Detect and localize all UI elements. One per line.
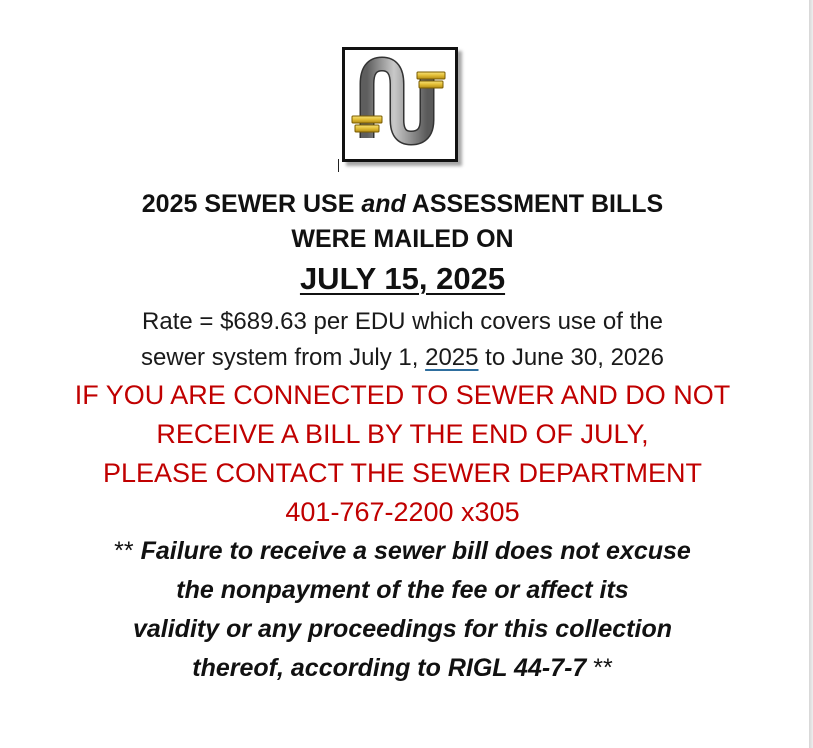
disclaimer-line-4 <box>0 654 805 683</box>
notice-phone: 401-767-2200 x305 <box>285 497 520 527</box>
disclaimer-suffix: ** <box>586 654 613 682</box>
disclaimer-line-1 <box>0 537 805 566</box>
disclaimer-line-3: validity or any proceedings for this collection <box>132 615 672 643</box>
disclaimer-text-4: thereof, according to RIGL 44-7-7 <box>192 654 587 682</box>
text-cursor <box>338 159 339 172</box>
notice-line-1: IF YOU ARE CONNECTED TO SEWER AND DO NOT <box>74 380 731 410</box>
heading-line-2: WERE MAILED ON <box>291 225 514 253</box>
mail-date: JULY 15, 2025 <box>299 261 506 296</box>
notice-line-2: RECEIVE A BILL BY THE END OF JULY, <box>156 419 649 449</box>
rate-line-2 <box>0 344 805 372</box>
heading-text-c: ASSESSMENT BILLS <box>405 190 664 218</box>
rate-year-underlined: 2025 <box>425 344 479 371</box>
heading-text-and: and <box>361 190 406 218</box>
disclaimer-prefix: ** <box>114 537 141 565</box>
heading-text-a: 2025 SEWER USE <box>141 190 362 218</box>
sewer-logo <box>342 47 458 162</box>
page-edge-shadow <box>809 0 813 748</box>
sewer-pipe-icon <box>345 50 455 159</box>
rate-text-c: to June 30, 2026 <box>478 344 664 371</box>
heading-line-1 <box>0 190 805 219</box>
notice-line-3: PLEASE CONTACT THE SEWER DEPARTMENT <box>102 458 703 488</box>
rate-text-a: sewer system from July 1, <box>141 344 426 371</box>
rate-line-1: Rate = $689.63 per EDU which covers use of the <box>142 308 663 335</box>
disclaimer-text-1: Failure to receive a sewer bill does not excuse <box>140 537 691 565</box>
disclaimer-line-2: the nonpayment of the fee or affect its <box>176 576 629 604</box>
